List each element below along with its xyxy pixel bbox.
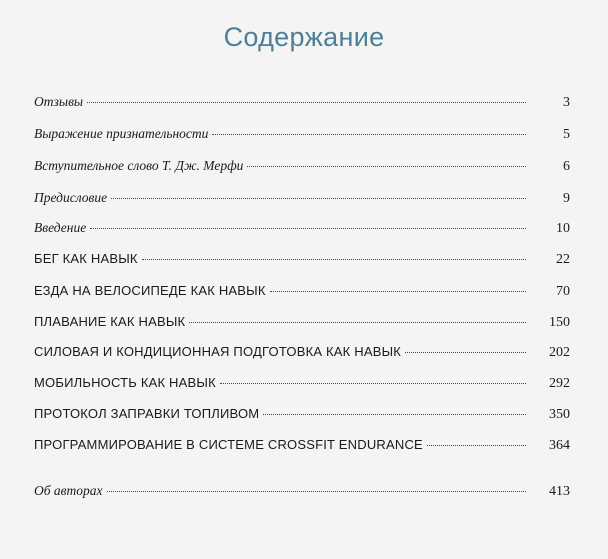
toc-entry-about-authors[interactable] xyxy=(34,483,570,503)
toc-entry-page: 413 xyxy=(549,484,570,499)
toc-entry-mobility[interactable] xyxy=(34,375,570,395)
toc-entry-label: Выражение признательности xyxy=(34,126,209,141)
toc-entry-label: ЕЗДА НА ВЕЛОСИПЕДЕ КАК НАВЫК xyxy=(34,283,266,298)
page-title: Содержание xyxy=(223,22,385,52)
toc-entry-preface[interactable] xyxy=(34,190,570,210)
dot-leader xyxy=(90,228,526,229)
dot-leader xyxy=(189,322,526,323)
dot-leader xyxy=(427,445,526,446)
toc-entry-page: 150 xyxy=(549,315,570,330)
dot-leader xyxy=(247,166,526,167)
toc-entry-label: Отзывы xyxy=(34,94,84,109)
toc-entry-page: 9 xyxy=(563,191,570,206)
dot-leader xyxy=(405,352,526,353)
toc-entry-cycling[interactable] xyxy=(34,283,570,303)
dot-leader xyxy=(142,259,526,260)
toc-entry-running[interactable] xyxy=(34,251,570,271)
toc-entry-fueling[interactable] xyxy=(34,406,570,426)
toc-entry-page: 3 xyxy=(563,95,570,110)
toc-entry-programming[interactable] xyxy=(34,437,570,457)
toc-entry-label: Вступительное слово Т. Дж. Мерфи xyxy=(34,158,244,173)
toc-entry-label: Введение xyxy=(34,220,87,235)
toc-entry-page: 364 xyxy=(549,438,570,453)
dot-leader xyxy=(220,383,526,384)
toc-entry-strength[interactable] xyxy=(34,344,570,364)
toc-entry-label: МОБИЛЬНОСТЬ КАК НАВЫК xyxy=(34,375,216,390)
toc-entry-page: 22 xyxy=(556,252,570,267)
dot-leader xyxy=(87,102,526,103)
toc-entry-label: ПРОГРАММИРОВАНИЕ В СИСТЕМЕ CROSSFIT ENDURANCE xyxy=(34,437,423,452)
toc-entry-acknowledgements[interactable] xyxy=(34,126,570,146)
toc-entry-page: 292 xyxy=(549,376,570,391)
dot-leader xyxy=(270,291,526,292)
toc-entry-page: 5 xyxy=(563,127,570,142)
toc-entry-reviews[interactable] xyxy=(34,94,570,114)
toc-entry-page: 10 xyxy=(556,221,570,236)
toc-entry-label: Предисловие xyxy=(34,190,108,205)
dot-leader xyxy=(111,198,526,199)
toc-entry-introduction[interactable] xyxy=(34,220,570,240)
dot-leader xyxy=(212,134,526,135)
toc-entry-label: ПЛАВАНИЕ КАК НАВЫК xyxy=(34,314,186,329)
toc-entry-page: 70 xyxy=(556,284,570,299)
toc-entry-swimming[interactable] xyxy=(34,314,570,334)
toc-entry-label: ПРОТОКОЛ ЗАПРАВКИ ТОПЛИВОМ xyxy=(34,406,260,421)
dot-leader xyxy=(263,414,526,415)
toc-entry-page: 350 xyxy=(549,407,570,422)
toc-entry-label: Об авторах xyxy=(34,483,103,498)
toc-entry-foreword[interactable] xyxy=(34,158,570,178)
dot-leader xyxy=(107,491,526,492)
toc-entry-page: 202 xyxy=(549,345,570,360)
toc-entry-label: БЕГ КАК НАВЫК xyxy=(34,251,138,266)
toc-entry-page: 6 xyxy=(563,159,570,174)
toc-entry-label: СИЛОВАЯ И КОНДИЦИОННАЯ ПОДГОТОВКА КАК НАВЫК xyxy=(34,344,402,359)
